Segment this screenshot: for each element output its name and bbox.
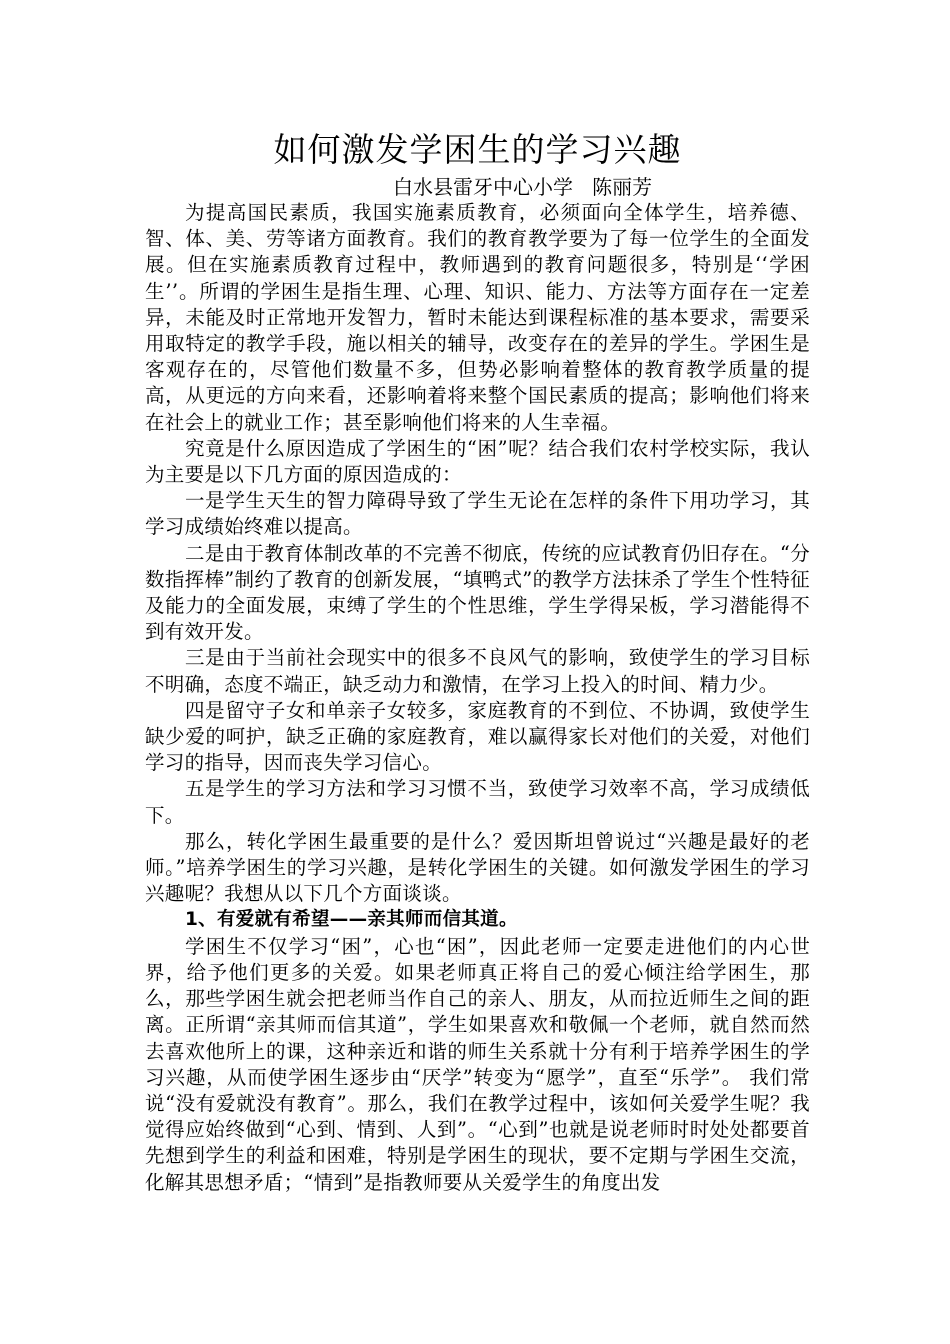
paragraph-causes-intro: 究竟是什么原因造成了学困生的“困”呢？结合我们农村学校实际，我认为主要是以下几方面的原因造成的：: [145, 436, 810, 487]
paragraph-cause-5: 五是学生的学习方法和学习习惯不当，致使学习效率不高，学习成绩低下。: [145, 777, 810, 827]
paragraph-section-1: 学困生不仅学习“困”，心也“困”，因此老师一定要走进他们的内心世界，给予他们更多的关爱。如果老师真正将自己的爱心倾注给学困生，那么，那些学困生就会把老师当作自己的亲人、朋友，从而拉近师生之间的距离。正所谓“亲其师而信其道”，学生如果喜欢和敬佩一个老师，就自然而然去喜欢他所上的课，这种亲近和谐的师生关系就十分有利于培养学困生的学习兴趣，从而使学困生逐步由“厌学”转变为“愿学”，直至“乐学”。 我们常说“没有爱就没有教育”。那么，我们在教学过程中，该如何关爱学生呢？我觉得应始终做到“心到、情到、人到”。“心到”也就是说老师时时处处都要首先想到学生的利益和困难，特别是学困生的现状，要不定期与学困生交流，化解其思想矛盾；“情到”是指教师要从关爱学生的角度出发: [145, 934, 810, 1194]
author-byline: 白水县雷牙中心小学 陈丽芳: [393, 175, 653, 199]
paragraph-transition: 那么，转化学困生最重要的是什么？爱因斯坦曾说过“兴趣是最好的老师。”培养学困生的学习兴趣，是转化学困生的关键。如何激发学困生的学习兴趣呢？我想从以下几个方面谈谈。: [145, 829, 810, 906]
paragraph-intro: 为提高国民素质，我国实施素质教育，必须面向全体学生，培养德、智、体、美、劳等诸方面教育。我们的教育教学要为了每一位学生的全面发展。但在实施素质教育过程中，教师遇到的教育问题很多，特别是‘‘学困生’’。所谓的学困生是指生理、心理、知识、能力、方法等方面存在一定差异，未能及时正常地开发智力，暂时未能达到课程标准的基本要求，需要采用取特定的教学手段，施以相关的辅导，改变存在的差异的学生。学困生是客观存在的，尽管他们数量不多，但势必影响着整体的教育教学质量的提高，从更远的方向来看，还影响着将来整个国民素质的提高；影响他们将来在社会上的就业工作；甚至影响他们将来的人生幸福。: [145, 201, 810, 434]
paragraph-cause-4: 四是留守子女和单亲子女较多，家庭教育的不到位、不协调，致使学生缺少爱的呵护，缺乏正确的家庭教育，难以赢得家长对他们的关爱，对他们学习的指导，因而丧失学习信心。: [145, 698, 810, 775]
paragraph-cause-1: 一是学生天生的智力障碍导致了学生无论在怎样的条件下用功学习，其学习成绩始终难以提高。: [145, 489, 810, 539]
document-page: [145, 128, 810, 1196]
paragraph-cause-3: 三是由于当前社会现实中的很多不良风气的影响，致使学生的学习目标不明确，态度不端正，缺乏动力和激情，在学习上投入的时间、精力少。: [145, 646, 810, 696]
paragraph-cause-2: 二是由于教育体制改革的不完善不彻底，传统的应试教育仍旧存在。“分数指挥棒”制约了教育的创新发展，“填鸭式”的教学方法抹杀了学生个性特征及能力的全面发展，束缚了学生的个性思维，学生学得呆板，学习潜能得不到有效开发。: [145, 541, 810, 644]
document-title: 如何激发学困生的学习兴趣: [273, 130, 682, 169]
section-heading-1: 1、有爱就有希望——亲其师而信其道。: [185, 909, 518, 931]
